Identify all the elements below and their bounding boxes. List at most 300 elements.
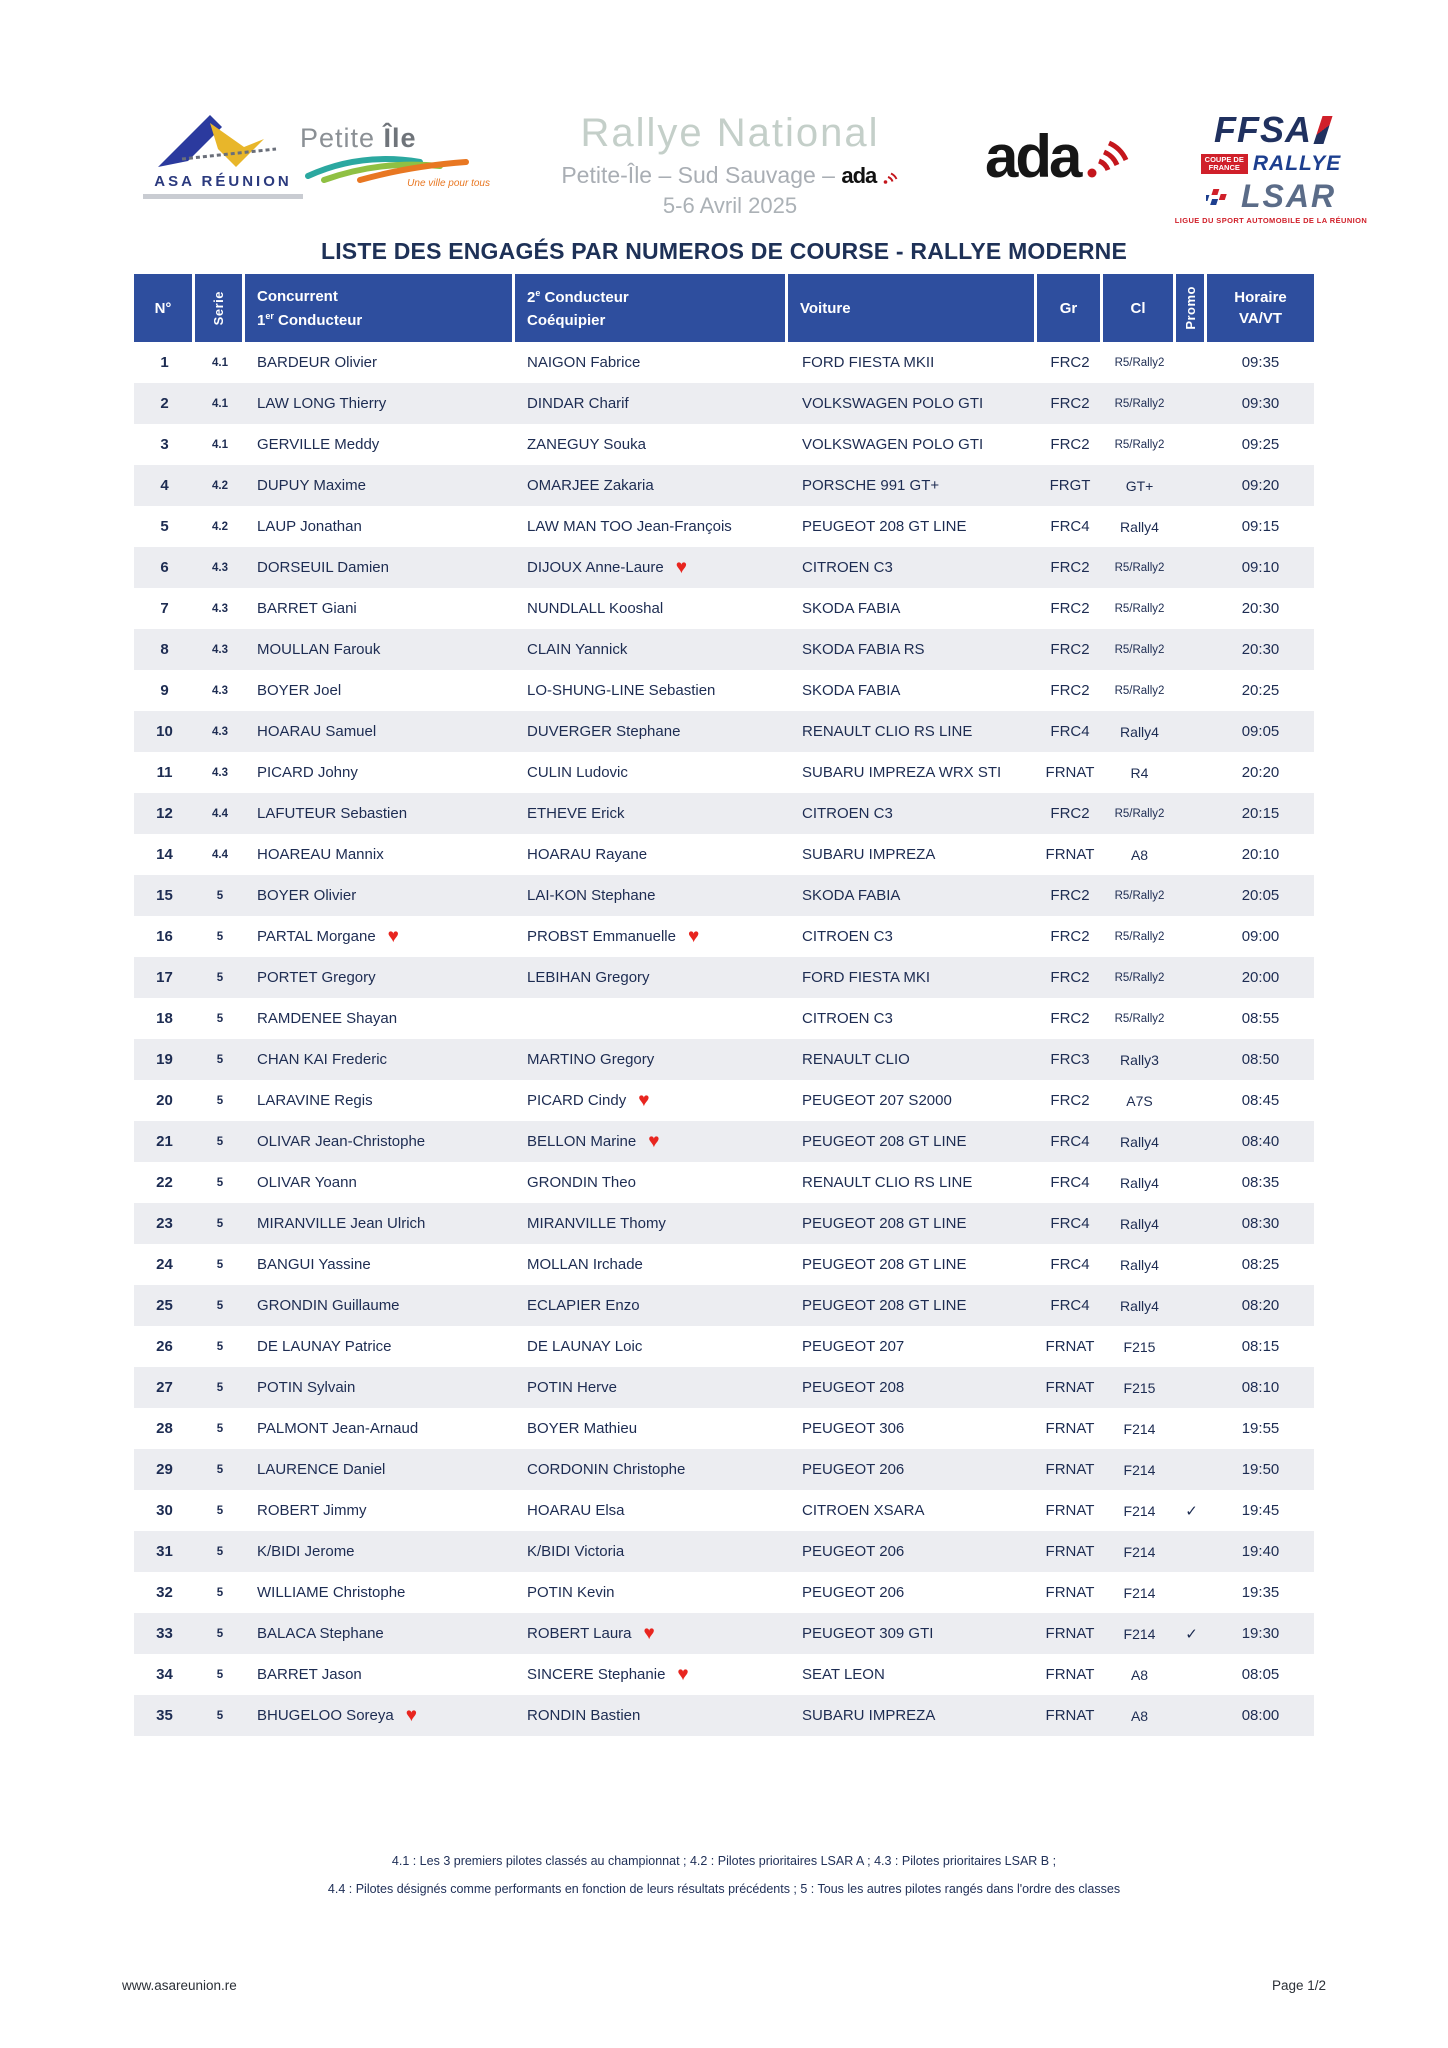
heart-icon: ♥ <box>405 1705 417 1726</box>
row-car: PEUGEOT 208 <box>802 1379 905 1396</box>
table-body <box>134 342 1314 1736</box>
page-footer <box>122 1978 1326 1993</box>
row-number: 35 <box>156 1707 173 1724</box>
row-driver: CHAN KAI Frederic <box>257 1051 388 1068</box>
row-group: FRC2 <box>1050 395 1090 412</box>
row-serie: 5 <box>216 1668 224 1681</box>
row-serie: 5 <box>216 1422 224 1435</box>
row-class: A8 <box>1130 1707 1149 1724</box>
row-codriver: DE LAUNAY Loic <box>527 1338 643 1355</box>
col-header-driver: Concurrent 1er Conducteur <box>245 274 515 342</box>
row-class: R5/Rally2 <box>1114 438 1165 451</box>
row-time: 19:30 <box>1241 1625 1280 1642</box>
row-time: 09:30 <box>1241 395 1280 412</box>
row-class: R5/Rally2 <box>1114 643 1165 656</box>
row-number: 26 <box>156 1338 173 1355</box>
row-number: 20 <box>156 1092 173 1109</box>
col-header-class: Cl <box>1103 274 1176 342</box>
row-group: FRNAT <box>1045 1379 1095 1396</box>
row-promo-check <box>1176 1654 1207 1695</box>
ffsa-lsar-logo-block <box>1146 109 1396 225</box>
row-class: R5/Rally2 <box>1114 930 1165 943</box>
row-group: FRC2 <box>1050 600 1090 617</box>
row-promo-check <box>1176 1244 1207 1285</box>
table-row <box>134 1695 1314 1736</box>
petite-ile-tagline: Une ville pour tous <box>407 178 490 189</box>
row-number: 8 <box>160 641 169 658</box>
row-driver: LAFUTEUR Sebastien <box>257 805 408 822</box>
row-number: 31 <box>156 1543 173 1560</box>
table-row <box>134 1326 1314 1367</box>
table-row <box>134 588 1314 629</box>
row-group: FRC2 <box>1050 436 1090 453</box>
table-row <box>134 1285 1314 1326</box>
row-group: FRC4 <box>1050 1174 1090 1191</box>
row-class: F214 <box>1123 1625 1156 1642</box>
row-class: R4 <box>1130 764 1149 781</box>
row-promo-check <box>1176 1039 1207 1080</box>
coupe-de-france-badge: COUPE DE FRANCE <box>1201 154 1248 175</box>
row-class: F214 <box>1123 1502 1156 1519</box>
lsar-tagline: LIGUE DU SPORT AUTOMOBILE DE LA RÉUNION <box>1174 216 1368 225</box>
row-class: Rally4 <box>1120 1215 1159 1232</box>
row-class: F214 <box>1123 1461 1156 1478</box>
row-codriver: HOARAU Rayane <box>527 846 648 863</box>
row-driver: PALMONT Jean-Arnaud <box>257 1420 419 1437</box>
row-serie: 4.1 <box>212 397 228 410</box>
row-car: SUBARU IMPREZA <box>802 846 936 863</box>
row-promo-check <box>1176 465 1207 506</box>
row-number: 4 <box>160 477 169 494</box>
row-class: A8 <box>1130 1666 1149 1683</box>
page-title: LISTE DES ENGAGÉS PAR NUMEROS DE COURSE - RALLYE MODERNE <box>320 238 1128 264</box>
row-promo-check <box>1176 1572 1207 1613</box>
row-class: A7S <box>1126 1092 1153 1109</box>
table-row <box>134 875 1314 916</box>
row-number: 21 <box>156 1133 173 1150</box>
heart-icon: ♥ <box>643 1623 655 1644</box>
table-row <box>134 465 1314 506</box>
row-promo-check <box>1176 588 1207 629</box>
row-promo-check <box>1176 1080 1207 1121</box>
row-group: FRNAT <box>1045 1502 1095 1519</box>
table-row <box>134 1162 1314 1203</box>
row-promo-check <box>1176 1326 1207 1367</box>
asa-reunion-title: ASA RÉUNION <box>154 173 292 190</box>
row-codriver: GRONDIN Theo <box>527 1174 636 1191</box>
row-time: 20:25 <box>1241 682 1280 699</box>
table-row <box>134 1531 1314 1572</box>
row-promo-check: ✓ <box>1185 1502 1198 1520</box>
row-promo-check <box>1176 1449 1207 1490</box>
ada-signal-icon <box>883 170 899 185</box>
row-car: SUBARU IMPREZA <box>802 1707 936 1724</box>
row-car: PORSCHE 991 GT+ <box>802 477 940 494</box>
row-number: 7 <box>160 600 169 617</box>
row-promo-check <box>1176 1285 1207 1326</box>
row-promo-check <box>1176 834 1207 875</box>
row-class: Rally4 <box>1120 723 1159 740</box>
row-group: FRC2 <box>1050 1010 1090 1027</box>
header-logo-band <box>0 105 1448 245</box>
row-promo-check <box>1176 793 1207 834</box>
row-number: 32 <box>156 1584 173 1601</box>
row-promo-check <box>1176 1121 1207 1162</box>
table-row <box>134 793 1314 834</box>
row-number: 28 <box>156 1420 173 1437</box>
row-car: CITROEN XSARA <box>802 1502 925 1519</box>
row-promo-check <box>1176 670 1207 711</box>
row-group: FRNAT <box>1045 1707 1095 1724</box>
row-serie: 5 <box>216 930 224 943</box>
row-promo-check <box>1176 1695 1207 1736</box>
row-time: 19:55 <box>1241 1420 1280 1437</box>
row-group: FRNAT <box>1045 1666 1095 1683</box>
row-class: Rally4 <box>1120 1297 1159 1314</box>
row-serie: 4.4 <box>212 807 228 820</box>
table-row <box>134 383 1314 424</box>
row-codriver: MIRANVILLE Thomy <box>527 1215 666 1232</box>
ada-wordmark-small: ada <box>841 163 877 188</box>
row-codriver: DIJOUX Anne-Laure ♥ <box>527 557 688 578</box>
row-time: 20:15 <box>1241 805 1280 822</box>
row-class: R5/Rally2 <box>1114 684 1165 697</box>
row-number: 9 <box>160 682 169 699</box>
row-group: FRC2 <box>1050 354 1090 371</box>
row-number: 18 <box>156 1010 173 1027</box>
row-serie: 5 <box>216 1094 224 1107</box>
row-serie: 4.3 <box>212 561 228 574</box>
row-driver: BALACA Stephane <box>257 1625 384 1642</box>
row-serie: 5 <box>216 1545 224 1558</box>
row-serie: 4.1 <box>212 438 228 451</box>
row-codriver: OMARJEE Zakaria <box>527 477 654 494</box>
table-row <box>134 1203 1314 1244</box>
row-serie: 5 <box>216 1258 224 1271</box>
row-serie: 5 <box>216 1135 224 1148</box>
row-class: Rally4 <box>1120 1133 1159 1150</box>
table-row <box>134 957 1314 998</box>
row-group: FRC2 <box>1050 805 1090 822</box>
col-header-number: N° <box>134 274 195 342</box>
table-row <box>134 1408 1314 1449</box>
ada-signal-icon <box>1085 137 1131 181</box>
row-codriver: CULIN Ludovic <box>527 764 628 781</box>
row-car: PEUGEOT 208 GT LINE <box>802 1215 967 1232</box>
row-codriver: ETHEVE Erick <box>527 805 625 822</box>
row-codriver: BOYER Mathieu <box>527 1420 638 1437</box>
row-driver: BARDEUR Olivier <box>257 354 378 371</box>
row-number: 24 <box>156 1256 173 1273</box>
row-class: F214 <box>1123 1543 1156 1560</box>
row-time: 19:50 <box>1241 1461 1280 1478</box>
row-codriver: MOLLAN Irchade <box>527 1256 643 1273</box>
row-serie: 5 <box>216 1381 224 1394</box>
petite-ile-title: Petite Île <box>300 123 417 153</box>
row-car: CITROEN C3 <box>802 1010 893 1027</box>
table-row <box>134 1654 1314 1695</box>
row-codriver: ZANEGUY Souka <box>527 436 646 453</box>
row-car: SUBARU IMPREZA WRX STI <box>802 764 1002 781</box>
row-group: FRGT <box>1049 477 1091 494</box>
table-row <box>134 711 1314 752</box>
row-time: 09:00 <box>1241 928 1280 945</box>
row-car: PEUGEOT 206 <box>802 1584 905 1601</box>
row-time: 20:20 <box>1241 764 1280 781</box>
row-driver: PICARD Johny <box>257 764 358 781</box>
row-promo-check <box>1176 752 1207 793</box>
row-driver: BOYER Olivier <box>257 887 357 904</box>
ada-logo <box>985 123 1131 190</box>
row-serie: 4.3 <box>212 725 228 738</box>
row-car: RENAULT CLIO RS LINE <box>802 723 973 740</box>
row-group: FRNAT <box>1045 1625 1095 1642</box>
row-number: 27 <box>156 1379 173 1396</box>
row-number: 1 <box>160 354 169 371</box>
row-group: FRC4 <box>1050 1215 1090 1232</box>
table-row <box>134 1039 1314 1080</box>
row-group: FRC2 <box>1050 559 1090 576</box>
row-group: FRC2 <box>1050 1092 1090 1109</box>
col-header-car: Voiture <box>788 274 1037 342</box>
page-number: Page 1/2 <box>1271 1978 1326 1993</box>
col-header-codriver: 2e Conducteur Coéquipier <box>515 274 788 342</box>
heart-icon: ♥ <box>387 926 399 947</box>
row-codriver: LAW MAN TOO Jean-François <box>527 518 732 535</box>
footnote-line-1: 4.1 : Les 3 premiers pilotes classés au championnat ; 4.2 : Pilotes prioritaires LSAR A ; 4.3 : Pilotes prioritaires LSAR B ; <box>391 1854 1057 1868</box>
rallye-wordmark: RALLYE <box>1252 152 1342 175</box>
row-time: 09:15 <box>1241 518 1280 535</box>
row-driver: BHUGELOO Soreya ♥ <box>257 1705 417 1726</box>
row-time: 08:10 <box>1241 1379 1280 1396</box>
row-number: 5 <box>160 518 169 535</box>
row-car: PEUGEOT 306 <box>802 1420 905 1437</box>
col-header-time: Horaire VA/VT <box>1207 274 1314 342</box>
row-driver: DORSEUIL Damien <box>257 559 389 576</box>
row-codriver: RONDIN Bastien <box>527 1707 641 1724</box>
row-codriver: POTIN Kevin <box>527 1584 615 1601</box>
row-car: VOLKSWAGEN POLO GTI <box>802 395 984 412</box>
row-number: 16 <box>156 928 173 945</box>
asa-reunion-logo <box>118 109 328 199</box>
row-class: Rally4 <box>1120 1174 1159 1191</box>
table-row <box>134 1244 1314 1285</box>
row-car: PEUGEOT 208 GT LINE <box>802 1297 967 1314</box>
row-codriver: LEBIHAN Gregory <box>527 969 650 986</box>
row-driver: LARAVINE Regis <box>257 1092 373 1109</box>
row-number: 2 <box>160 395 169 412</box>
table-row <box>134 1449 1314 1490</box>
row-driver: DUPUY Maxime <box>257 477 366 494</box>
row-codriver: BELLON Marine ♥ <box>527 1131 660 1152</box>
row-number: 10 <box>156 723 173 740</box>
row-codriver: LO-SHUNG-LINE Sebastien <box>527 682 716 699</box>
row-codriver: PROBST Emmanuelle ♥ <box>527 926 700 947</box>
row-driver: POTIN Sylvain <box>257 1379 356 1396</box>
event-subtitle: Petite-Île – Sud Sauvage – ada <box>470 162 990 189</box>
asa-reunion-mountain-icon <box>148 109 298 171</box>
row-serie: 5 <box>216 1176 224 1189</box>
row-time: 08:45 <box>1241 1092 1280 1109</box>
row-car: PEUGEOT 309 GTI <box>802 1625 934 1642</box>
row-promo-check <box>1176 506 1207 547</box>
row-time: 09:20 <box>1241 477 1280 494</box>
row-codriver: SINCERE Stephanie ♥ <box>527 1664 689 1685</box>
row-serie: 5 <box>216 1012 224 1025</box>
row-serie: 4.3 <box>212 766 228 779</box>
row-class: R5/Rally2 <box>1114 397 1165 410</box>
row-class: R5/Rally2 <box>1114 807 1165 820</box>
row-car: FORD FIESTA MKI <box>802 969 931 986</box>
row-number: 22 <box>156 1174 173 1191</box>
row-serie: 4.2 <box>212 520 228 533</box>
row-car: CITROEN C3 <box>802 805 893 822</box>
row-number: 15 <box>156 887 173 904</box>
row-car: PEUGEOT 208 GT LINE <box>802 1133 967 1150</box>
row-driver: BOYER Joel <box>257 682 342 699</box>
row-codriver: POTIN Herve <box>527 1379 618 1396</box>
row-serie: 4.4 <box>212 848 228 861</box>
row-promo-check <box>1176 916 1207 957</box>
row-promo-check <box>1176 342 1207 383</box>
row-promo-check <box>1176 1408 1207 1449</box>
row-group: FRNAT <box>1045 1338 1095 1355</box>
row-promo-check <box>1176 711 1207 752</box>
row-driver: BANGUI Yassine <box>257 1256 371 1273</box>
row-driver: OLIVAR Yoann <box>257 1174 357 1191</box>
row-car: RENAULT CLIO <box>802 1051 910 1068</box>
row-time: 08:25 <box>1241 1256 1280 1273</box>
row-serie: 5 <box>216 1340 224 1353</box>
row-group: FRC4 <box>1050 723 1090 740</box>
row-driver: PORTET Gregory <box>257 969 376 986</box>
table-row <box>134 834 1314 875</box>
row-serie: 5 <box>216 1627 224 1640</box>
row-serie: 4.3 <box>212 602 228 615</box>
table-row <box>134 506 1314 547</box>
row-car: PEUGEOT 206 <box>802 1543 905 1560</box>
row-time: 19:45 <box>1241 1502 1280 1519</box>
row-promo-check <box>1176 424 1207 465</box>
table-row <box>134 998 1314 1039</box>
row-codriver: NAIGON Fabrice <box>527 354 641 371</box>
table-row <box>134 670 1314 711</box>
row-class: F215 <box>1123 1379 1156 1396</box>
row-driver: MOULLAN Farouk <box>257 641 381 658</box>
row-driver: OLIVAR Jean-Christophe <box>257 1133 426 1150</box>
event-title-block <box>470 111 990 219</box>
row-group: FRC2 <box>1050 641 1090 658</box>
row-car: CITROEN C3 <box>802 928 893 945</box>
row-car: VOLKSWAGEN POLO GTI <box>802 436 984 453</box>
event-title: Rallye National <box>580 111 880 155</box>
row-car: PEUGEOT 206 <box>802 1461 905 1478</box>
row-car: FORD FIESTA MKII <box>802 354 935 371</box>
event-date: 5-6 Avril 2025 <box>662 193 798 218</box>
row-serie: 5 <box>216 1053 224 1066</box>
row-driver: LAW LONG Thierry <box>257 395 387 412</box>
row-number: 3 <box>160 436 169 453</box>
ada-wordmark: ada <box>985 123 1080 190</box>
row-time: 20:30 <box>1241 600 1280 617</box>
table-row <box>134 1613 1314 1654</box>
table-row <box>134 547 1314 588</box>
lsar-wordmark: LSAR <box>1240 178 1337 214</box>
row-codriver: ROBERT Laura ♥ <box>527 1623 655 1644</box>
row-group: FRC3 <box>1050 1051 1090 1068</box>
row-number: 19 <box>156 1051 173 1068</box>
table-row <box>134 916 1314 957</box>
row-group: FRNAT <box>1045 846 1095 863</box>
row-driver: HOAREAU Mannix <box>257 846 384 863</box>
row-class: Rally4 <box>1120 1256 1159 1273</box>
ffsa-logo <box>1146 109 1396 151</box>
row-group: FRC4 <box>1050 518 1090 535</box>
table-row <box>134 1080 1314 1121</box>
petite-ile-logo <box>300 123 490 189</box>
row-driver: MIRANVILLE Jean Ulrich <box>257 1215 426 1232</box>
row-time: 19:40 <box>1241 1543 1280 1560</box>
row-time: 08:55 <box>1241 1010 1280 1027</box>
row-promo-check <box>1176 998 1207 1039</box>
row-group: FRC2 <box>1050 887 1090 904</box>
row-class: Rally4 <box>1120 518 1159 535</box>
row-driver: BARRET Giani <box>257 600 357 617</box>
row-car: CITROEN C3 <box>802 559 893 576</box>
row-time: 08:00 <box>1241 1707 1280 1724</box>
row-codriver <box>515 998 788 1039</box>
row-group: FRNAT <box>1045 1543 1095 1560</box>
row-promo-check <box>1176 1367 1207 1408</box>
col-header-serie: Serie <box>195 274 245 342</box>
table-row <box>134 1121 1314 1162</box>
row-time: 20:30 <box>1241 641 1280 658</box>
row-number: 34 <box>156 1666 173 1683</box>
row-driver: LAURENCE Daniel <box>257 1461 386 1478</box>
row-codriver: LAI-KON Stephane <box>527 887 656 904</box>
row-class: GT+ <box>1125 477 1154 494</box>
row-time: 08:35 <box>1241 1174 1280 1191</box>
row-serie: 5 <box>216 1504 224 1517</box>
row-driver: HOARAU Samuel <box>257 723 377 740</box>
row-serie: 4.2 <box>212 479 228 492</box>
row-serie: 4.3 <box>212 684 228 697</box>
row-number: 29 <box>156 1461 173 1478</box>
row-car: PEUGEOT 208 GT LINE <box>802 518 967 535</box>
lsar-logo <box>1146 178 1396 215</box>
row-serie: 5 <box>216 1217 224 1230</box>
row-group: FRC2 <box>1050 928 1090 945</box>
table-row <box>134 629 1314 670</box>
row-group: FRC2 <box>1050 969 1090 986</box>
row-class: A8 <box>1130 846 1149 863</box>
row-codriver: DUVERGER Stephane <box>527 723 681 740</box>
row-promo-check <box>1176 1203 1207 1244</box>
row-number: 23 <box>156 1215 173 1232</box>
row-group: FRNAT <box>1045 1584 1095 1601</box>
row-time: 20:10 <box>1241 846 1280 863</box>
heart-icon: ♥ <box>638 1090 650 1111</box>
entry-table <box>134 274 1314 1736</box>
row-driver: LAUP Jonathan <box>257 518 362 535</box>
row-promo-check <box>1176 383 1207 424</box>
row-class: Rally3 <box>1120 1051 1159 1068</box>
row-serie: 5 <box>216 1586 224 1599</box>
row-driver: BARRET Jason <box>257 1666 362 1683</box>
row-codriver: DINDAR Charif <box>527 395 629 412</box>
row-promo-check <box>1176 629 1207 670</box>
row-car: SKODA FABIA <box>802 600 901 617</box>
